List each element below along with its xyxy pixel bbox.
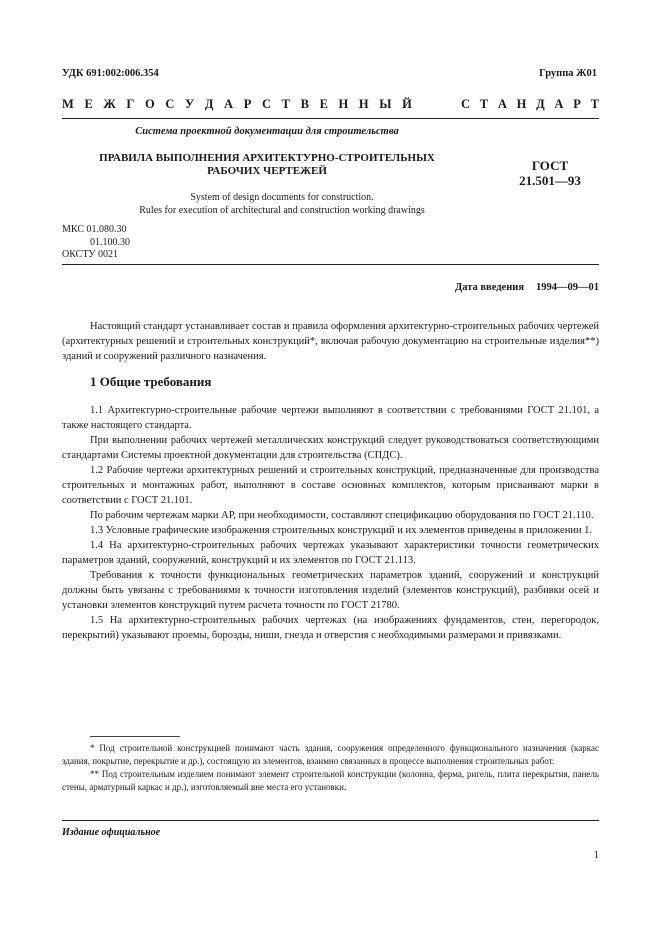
banner-letter: Н bbox=[358, 97, 369, 111]
banner-letter: Д bbox=[536, 97, 545, 111]
paragraph: 1.5 На архитектурно-строительных рабочих чертежах (на изображениях фундаментов, стен, перегородок, перекрытий) указывают проемы, борозды, ниши, гнезда и отверстия с необходимыми размерами и привязками. bbox=[62, 615, 599, 641]
system-name: Система проектной документации для строительства bbox=[135, 126, 399, 137]
banner-letter: А bbox=[554, 97, 564, 111]
gost-number bbox=[500, 158, 600, 188]
paragraph: По рабочим чертежам марки АР, при необходимости, составляют спецификацию оборудования по ГОСТ 21.110. bbox=[90, 510, 594, 521]
udk-code: УДК 691:002:006.354 bbox=[62, 68, 159, 79]
footnote-separator bbox=[90, 736, 180, 737]
mks-code: МКС 01.080.30 bbox=[62, 224, 127, 235]
date-value: 1994—09—01 bbox=[536, 282, 599, 293]
banner-letter: Т bbox=[590, 97, 599, 111]
banner-letter: А bbox=[224, 97, 234, 111]
title-line: РАБОЧИХ ЧЕРТЕЖЕЙ bbox=[207, 165, 327, 177]
banner-letter: С bbox=[461, 97, 471, 111]
banner-letter: Т bbox=[281, 97, 290, 111]
footnote: ** Под строительным изделием понимают элемент строительной конструкции (колонна, ферма, ригель, плита перекрытия, панель стены, арматурный каркас и др.), изготовляемый вне места его установки. bbox=[62, 769, 599, 792]
edition-note: Издание официальное bbox=[62, 827, 161, 838]
english-title-line: Rules for execution of architectural and construction working drawings bbox=[139, 205, 425, 216]
intro-paragraph bbox=[62, 319, 599, 364]
paragraph: 1.1 Архитектурно-строительные рабочие чертежи выполняют в соответствии с требованиями ГОСТ 21.101, а также настоящего стандарта. bbox=[62, 405, 599, 431]
page-number: 1 bbox=[593, 850, 599, 861]
banner-letter: Е bbox=[84, 97, 93, 111]
banner-letter: С bbox=[261, 97, 271, 111]
paragraph: Требования к точности функциональных геометрических параметров зданий, сооружений и конструкций должны быть увязаны с требованиями к точности изготовления изделий (элементов конструкций), разбивки осей и установки элементов конструкций путем расчета точности по ГОСТ 21780. bbox=[62, 570, 599, 611]
banner-letter: Ы bbox=[379, 97, 392, 111]
divider bbox=[62, 820, 599, 821]
divider bbox=[62, 118, 599, 119]
section-body bbox=[62, 403, 599, 643]
banner-letter: Р bbox=[573, 97, 581, 111]
date-label: Дата введения bbox=[455, 282, 524, 293]
banner-letter: Н bbox=[516, 97, 527, 111]
document-title bbox=[62, 152, 472, 178]
banner-letter: Т bbox=[479, 97, 489, 111]
standard-banner bbox=[62, 97, 599, 112]
banner-letter: Р bbox=[243, 97, 252, 111]
gost-label: ГОСТ bbox=[531, 158, 569, 173]
banner-letter: Ж bbox=[103, 97, 116, 111]
banner-letter: Г bbox=[126, 97, 135, 111]
banner-letter: Й bbox=[402, 97, 412, 111]
english-title-line: System of design documents for construction. bbox=[190, 192, 374, 203]
paragraph: 1.4 На архитектурно-строительных рабочих чертежах указывают характеристики точности геометрических параметров зданий, сооружений, конструкций и их элементов по ГОСТ 21.113. bbox=[62, 540, 599, 566]
english-title bbox=[62, 191, 502, 217]
okstu-code: ОКСТУ 0021 bbox=[62, 249, 119, 260]
banner-letter: С bbox=[165, 97, 175, 111]
banner-letter: Е bbox=[319, 97, 328, 111]
banner-letter: Н bbox=[338, 97, 349, 111]
banner-letter: О bbox=[144, 97, 155, 111]
banner-word-interstate bbox=[62, 97, 412, 112]
paragraph: 1.2 Рабочие чертежи архитектурных решений и строительных конструкций, предназначенные для производства строительных и монтажных работ, выполняют в составе основных комплектов, которым присваивают марки в соответствии с ГОСТ 21.101. bbox=[62, 465, 599, 506]
gost-code: 21.501—93 bbox=[519, 173, 581, 188]
group-code: Группа Ж01 bbox=[539, 68, 597, 79]
banner-letter: Д bbox=[204, 97, 214, 111]
footnote: * Под строительной конструкцией понимают часть здания, сооружения определенного функционального назначения (каркас здания, покрытие, перекрытие и др.), состоящую из элементов, взаимно связанных в процессе выполнения строительных работ. bbox=[62, 743, 599, 766]
paragraph: 1.3 Условные графические изображения строительных конструкций и их элементов приведены в приложении 1. bbox=[90, 525, 593, 536]
paragraph: При выполнении рабочих чертежей металлических конструкций следует руководствоваться соответствующими стандартами Системы проектной документации для строительства (СПДС). bbox=[62, 435, 599, 461]
section-heading: 1 Общие требования bbox=[90, 374, 212, 389]
banner-word-standard bbox=[461, 97, 599, 112]
paragraph: Настоящий стандарт устанавливает состав и правила оформления архитектурно-строительных рабочих чертежей (архитектурных решений и строительных конструкций*, включая рабочую документацию на строительные изделия**) зданий и сооружений различного назначения. bbox=[62, 321, 599, 362]
banner-letter: М bbox=[62, 97, 74, 111]
footnotes bbox=[62, 742, 599, 794]
classification-codes bbox=[62, 224, 130, 262]
title-line: ПРАВИЛА ВЫПОЛНЕНИЯ АРХИТЕКТУРНО-СТРОИТЕЛЬНЫХ bbox=[99, 152, 435, 164]
banner-letter: А bbox=[497, 97, 507, 111]
banner-letter: У bbox=[185, 97, 195, 111]
mks-code: 01.100.30 bbox=[90, 236, 130, 248]
introduction-date bbox=[455, 282, 599, 293]
banner-letter: В bbox=[300, 97, 309, 111]
divider bbox=[62, 264, 599, 265]
